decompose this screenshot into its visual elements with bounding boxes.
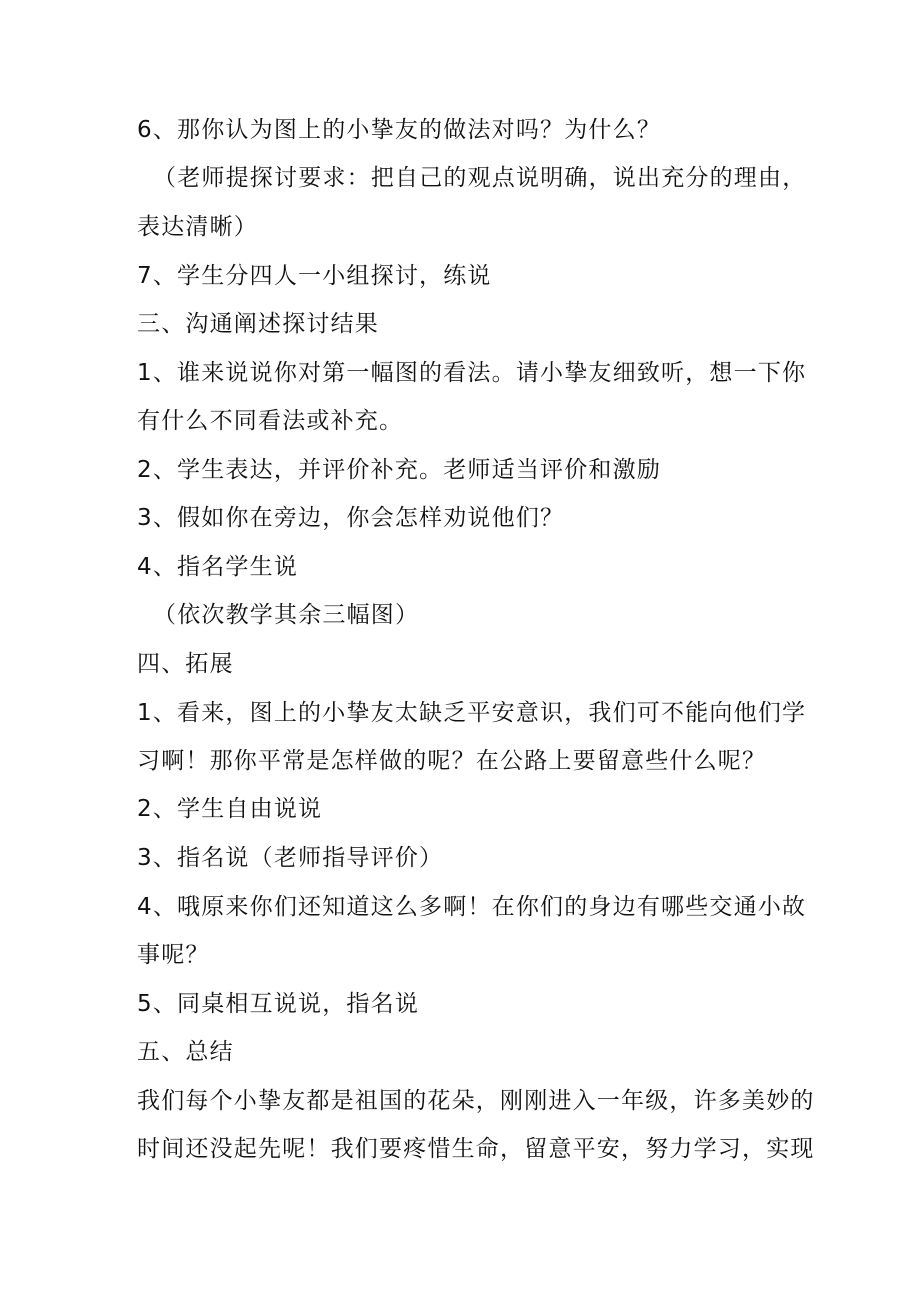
section-heading: 三、沟通阐述探讨结果 bbox=[137, 311, 379, 337]
text-line: 3、假如你在旁边，你会怎样劝说他们？ bbox=[137, 505, 565, 531]
text-line: 4、哦原来你们还知道这么多啊！在你们的身边有哪些交通小故 bbox=[137, 894, 807, 920]
section-heading: 五、总结 bbox=[137, 1039, 234, 1065]
text-line: 有什么不同看法或补充。 bbox=[137, 408, 404, 434]
text-line: 6、那你认为图上的小挚友的做法对吗？为什么？ bbox=[137, 117, 662, 143]
text-line: （依次教学其余三幅图） bbox=[153, 602, 420, 628]
text-line: 3、指名说（老师指导评价） bbox=[137, 845, 444, 871]
text-line: 时间还没起先呢！我们要疼惜生命，留意平安，努力学习，实现 bbox=[137, 1136, 815, 1162]
text-line: 1、谁来说说你对第一幅图的看法。请小挚友细致听，想一下你 bbox=[137, 360, 807, 386]
text-line: 5、同桌相互说说，指名说 bbox=[137, 991, 420, 1017]
text-line: 4、指名学生说 bbox=[137, 554, 299, 580]
text-line: 事呢？ bbox=[137, 942, 210, 968]
text-line: 表达清晰） bbox=[137, 214, 258, 240]
text-line: （老师提探讨要求：把自己的观点说明确，说出充分的理由， bbox=[153, 165, 807, 191]
text-line: 2、学生自由说说 bbox=[137, 796, 323, 822]
text-line: 2、学生表达，并评价补充。老师适当评价和激励 bbox=[137, 457, 662, 483]
section-heading: 四、拓展 bbox=[137, 651, 234, 677]
text-line: 我们每个小挚友都是祖国的花朵，刚刚进入一年级，许多美妙的 bbox=[137, 1088, 815, 1114]
text-line: 习啊！那你平常是怎样做的呢？在公路上要留意些什么呢？ bbox=[137, 748, 767, 774]
text-line: 7、学生分四人一小组探讨，练说 bbox=[137, 263, 492, 289]
text-line: 1、看来，图上的小挚友太缺乏平安意识，我们可不能向他们学 bbox=[137, 700, 807, 726]
